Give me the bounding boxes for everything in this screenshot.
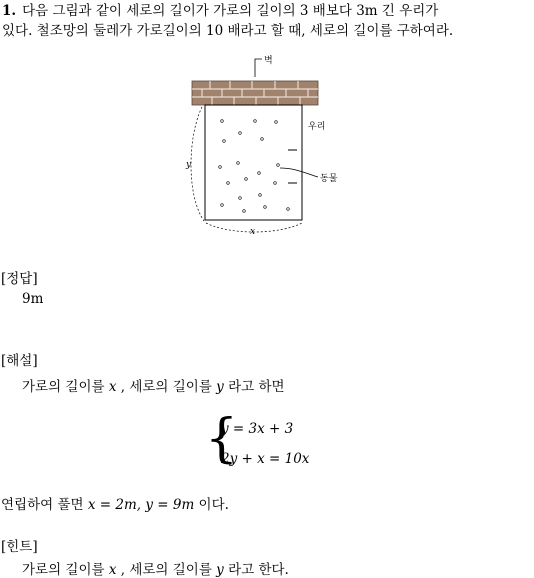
- width-variable: x: [250, 227, 256, 237]
- problem-number: 1.: [2, 3, 17, 19]
- solution-intro-text-b: , 세로의 길이를: [116, 379, 217, 395]
- equation-system: [205, 409, 335, 473]
- conclusion-text-b: 이다.: [194, 497, 229, 513]
- animal-pointer: [280, 168, 318, 177]
- problem-text-1: 다음 그림과 같이 세로의 길이가 가로의 길이의 3 배보다 3m 긴 우리가: [22, 3, 439, 19]
- solution-intro-text-c: 라고 하면: [223, 379, 285, 395]
- wall-label: 벽: [264, 56, 273, 66]
- hint-label: [힌트]: [1, 539, 38, 555]
- animal-dots: [219, 120, 290, 213]
- solution-conclusion: [1, 493, 229, 513]
- answer-value: 9m: [22, 291, 44, 307]
- system-brace: {: [205, 409, 239, 469]
- wall-pointer: [255, 59, 262, 77]
- problem-line-2: [2, 22, 453, 40]
- animals-label: 동물: [320, 174, 338, 184]
- conclusion-text-a: 연립하여 풀면: [1, 497, 88, 513]
- solution-intro: [22, 375, 285, 395]
- conclusion-x: x = 2m,: [87, 497, 142, 513]
- pen-diagram: [180, 55, 355, 240]
- height-variable: y: [186, 160, 192, 170]
- equation-1: y = 3x + 3: [221, 421, 294, 437]
- conclusion-y: y = 9m: [145, 497, 195, 513]
- problem-line-1: [2, 2, 438, 20]
- hint-var-y: y: [216, 562, 224, 578]
- pen-figure: [180, 55, 355, 240]
- answer-label: [정답]: [1, 271, 38, 287]
- solution-label: [해설]: [1, 353, 38, 369]
- hint-text-b: , 세로의 길이를: [116, 562, 217, 578]
- height-arc: [191, 107, 204, 221]
- pen-rectangle: [205, 105, 302, 220]
- hint-text: [22, 558, 289, 578]
- solution-var-y: y: [216, 379, 224, 395]
- hint-text-a: 가로의 길이를: [22, 562, 109, 578]
- brick-wall: [192, 81, 318, 105]
- hint-text-c: 라고 한다.: [223, 562, 289, 578]
- solution-var-x: x: [108, 379, 117, 395]
- equation-2: 2y + x = 10x: [221, 451, 310, 467]
- problem-text-2: 있다. 철조망의 둘레가 가로길이의 10 배라고 할 때, 세로의 길이를 구하여라.: [2, 23, 454, 39]
- pen-label: 우리: [308, 122, 326, 132]
- solution-intro-text-a: 가로의 길이를: [22, 379, 109, 395]
- hint-var-x: x: [108, 562, 117, 578]
